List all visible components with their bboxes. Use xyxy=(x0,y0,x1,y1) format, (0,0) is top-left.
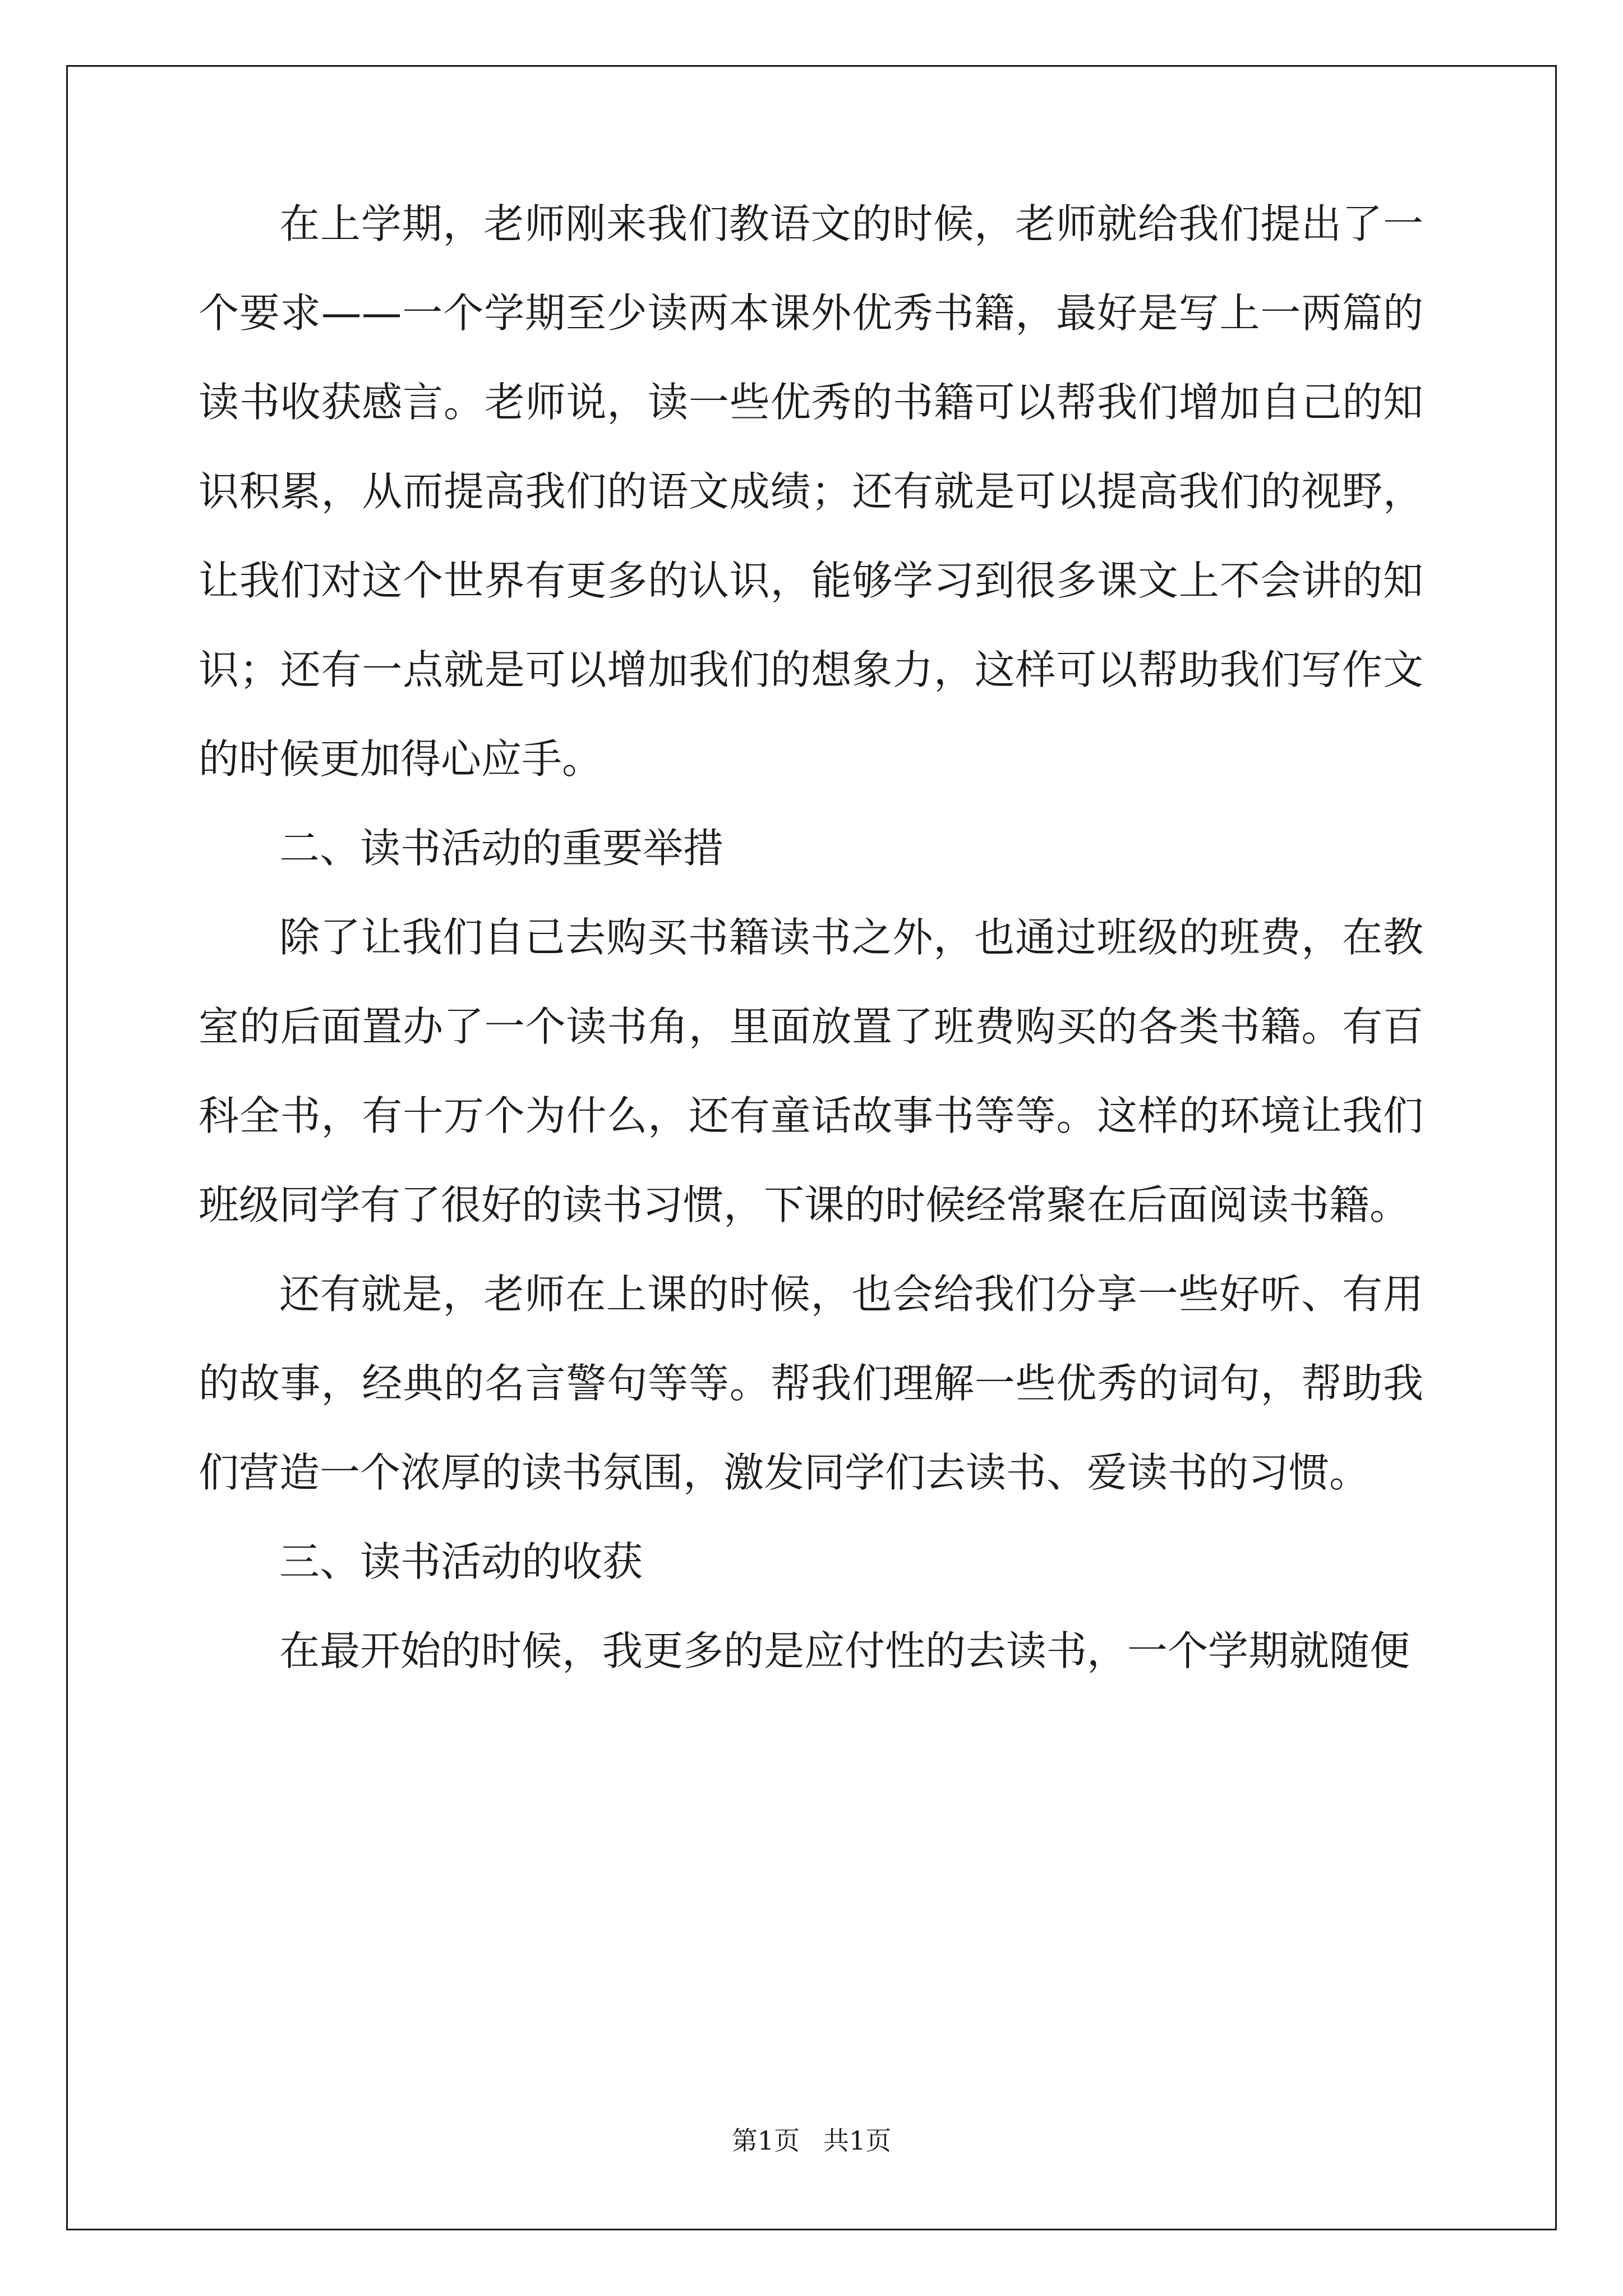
paragraph-3: 还有就是，老师在上课的时候，也会给我们分享一些好听、有用的故事，经典的名言警句等等。帮我们理解一些优秀的词句，帮助我们营造一个浓厚的读书氛围，激发同学们去读书、爱读书的习惯。 xyxy=(199,1271,1423,1496)
section-heading-3: 三、读书活动的收获 xyxy=(279,1538,643,1585)
page-number-current: 第1页 xyxy=(731,2125,800,2156)
page-number-total: 共1页 xyxy=(823,2125,892,2156)
paragraph-2: 除了让我们自己去购买书籍读书之外，也通过班级的班费，在教室的后面置办了一个读书角，里面放置了班费购买的各类书籍。有百科全书，有十万个为什么，还有童话故事书等等。这样的环境让我们班级同学有了很好的读书习惯，下课的时候经常聚在后面阅读书籍。 xyxy=(199,914,1423,1228)
section-heading-2: 二、读书活动的重要举措 xyxy=(279,825,724,872)
paragraph-1: 在上学期，老师刚来我们教语文的时候，老师就给我们提出了一个要求——一个学期至少读两本课外优秀书籍，最好是写上一两篇的读书收获感言。老师说，读一些优秀的书籍可以帮我们增加自己的知识积累，从而提高我们的语文成绩；还有就是可以提高我们的视野，让我们对这个世界有更多的认识，能够学习到很多课文上不会讲的知识；还有一点就是可以增加我们的想象力，这样可以帮助我们写作文的时候更加得心应手。 xyxy=(199,200,1423,783)
paragraph-4: 在最开始的时候，我更多的是应付性的去读书，一个学期就随便 xyxy=(279,1627,1410,1674)
document-body xyxy=(199,180,1423,1696)
page-footer xyxy=(0,2120,1623,2157)
